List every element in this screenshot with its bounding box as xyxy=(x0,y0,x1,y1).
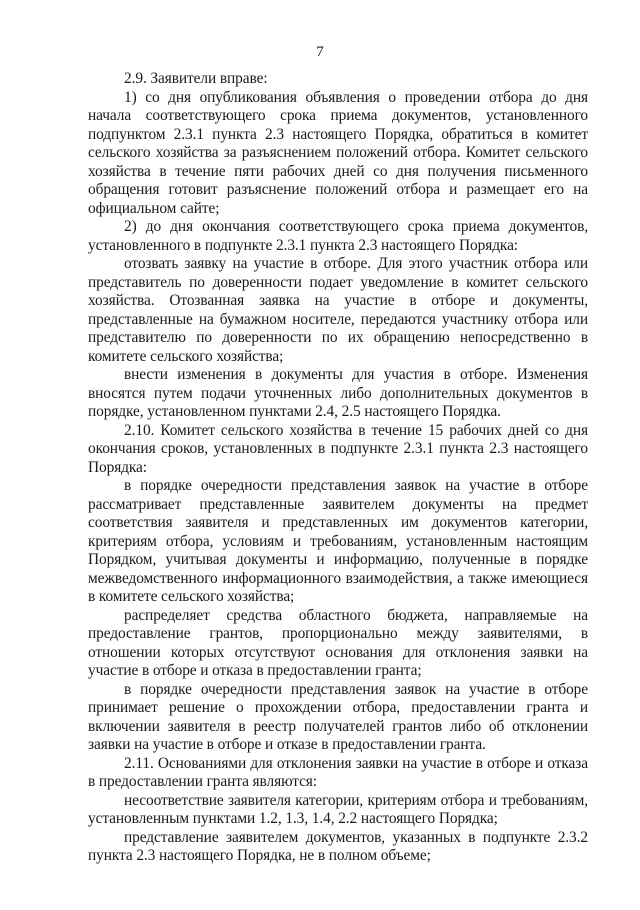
page-number: 7 xyxy=(316,44,324,60)
paragraph-2-11-heading: 2.11. Основаниями для отклонения заявки на участие в отборе и отказа в предоставлении гранта являются: xyxy=(88,754,588,790)
paragraph-review-documents: в порядке очередности представления заявок на участие в отборе рассматривает представленные заявителем документы на предмет соответствия заявителя и представленных им документов категории, критериям отбора, условиям и требованиям, установленным настоящим Порядком, учитывая документы и информацию, полученные в порядке межведомственного информационного взаимодействия, а также имеющиеся в комитете сельского хозяйства; xyxy=(88,477,588,605)
paragraph-nonconformity-ground: несоответствие заявителя категории, критериям отбора и требованиям, установленным пунктами 1.2, 1.3, 1.4, 2.2 настоящего Порядка; xyxy=(88,791,588,827)
paragraph-2-10-heading: 2.10. Комитет сельского хозяйства в течение 15 рабочих дней со дня окончания сроков, установленных в подпункте 2.3.1 пункта 2.3 настоящего Порядка: xyxy=(88,421,588,476)
paragraph-make-decision: в порядке очередности представления заявок на участие в отборе принимает решение о прохождении отбора, предоставлении гранта и включении заявителя в реестр получателей грантов либо об отклонении заявки на участие в отборе и отказе в предоставлении гранта. xyxy=(88,680,588,753)
paragraph-item-2-deadline: 2) до дня окончания соответствующего срока приема документов, установленного в подпункте 2.3.1 пункта 2.3 настоящего Порядка: xyxy=(88,218,588,254)
paragraph-2-9-heading: 2.9. Заявители вправе: xyxy=(124,70,268,87)
document-body xyxy=(88,70,588,866)
paragraph-amend-documents: внести изменения в документы для участия в отборе. Изменения вносятся путем подачи уточненных либо дополнительных документов в порядке, установленном пунктами 2.4, 2.5 настоящего Порядка. xyxy=(88,366,588,420)
paragraph-item-1-clarification: 1) со дня опубликования объявления о проведении отбора до дня начала соответствующего срока приема документов, установленного подпунктом 2.3.1 пункта 2.3 настоящего Порядка, обратиться в комитет сельского хозяйства за разъяснением положений отбора. Комитет сельского хозяйства в течение пяти рабочих дней со дня получения письменного обращения готовит разъяснение положений отбора и размещает его на официальном сайте; xyxy=(88,88,588,217)
paragraph-incomplete-documents-ground: представление заявителем документов, указанных в подпункте 2.3.2 пункта 2.3 настоящего Порядка, не в полном объеме; xyxy=(88,828,588,864)
paragraph-distribute-funds: распределяет средства областного бюджета, направляемые на предоставление грантов, пропорционально между заявителями, в отношении которых отсутствуют основания для отклонения заявки на участие в отборе и отказа в предоставлении гранта; xyxy=(88,606,588,679)
paragraph-withdraw-application: отозвать заявку на участие в отборе. Для этого участник отбора или представитель по доверенности подает уведомление в комитет сельского хозяйства. Отозванная заявка на участие в отборе и документы, представленные на бумажном носителе, передаются участнику отбора или представителю по доверенности по их обращению непосредственно в комитете сельского хозяйства; xyxy=(88,255,588,365)
